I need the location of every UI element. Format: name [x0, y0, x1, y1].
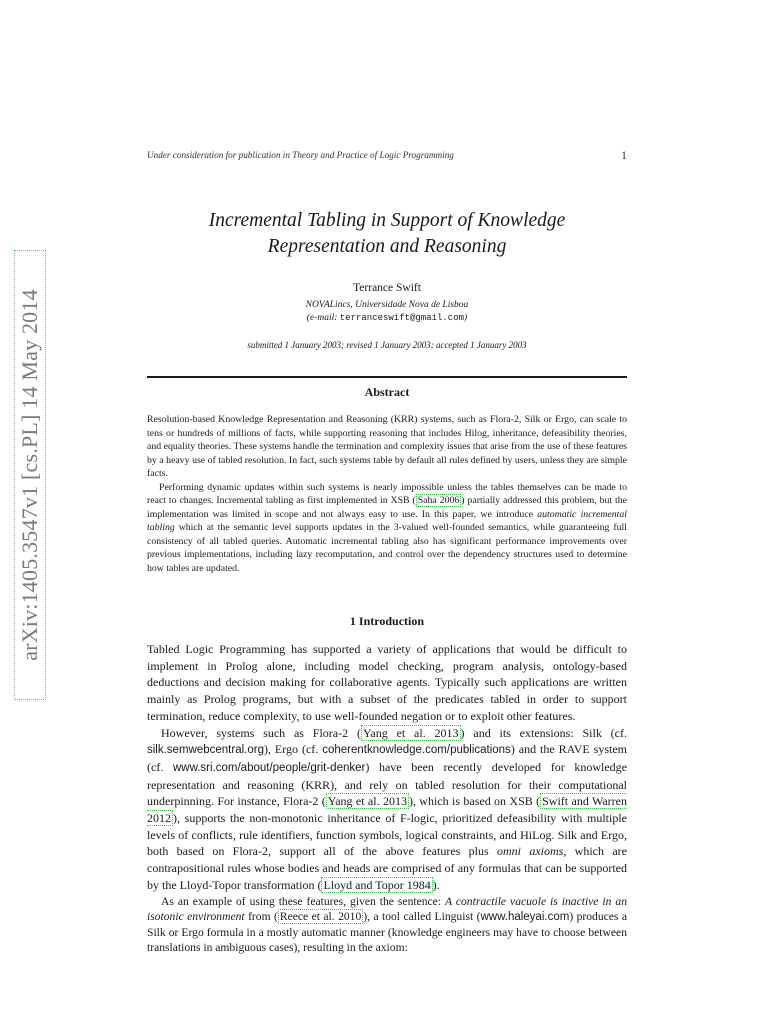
abstract-paragraph-2 [147, 481, 627, 576]
intro-paragraph-2 [147, 725, 627, 894]
submission-dates: submitted 1 January 2003; revised 1 January 2003; accepted 1 January 2003 [247, 340, 527, 350]
url-link[interactable]: www.sri.com/about/people/grit-denker [172, 761, 366, 774]
citation-link[interactable]: Saha 2006 [417, 495, 460, 506]
text-run: Performing dynamic updates within such systems is nearly impossible unless the tables themselves can be made to react to changes. Incremental tabling as first implemented in XSB ( [147, 481, 627, 506]
emphasis: automatic incremental tabling [147, 508, 628, 533]
text-run: ) have been recently developed for knowledge representation and reasoning (KRR), and rely on tabled resolution for their computational underpinning. For instance, Flora-2 ( [147, 759, 627, 809]
author-name: Terrance Swift [353, 282, 421, 294]
arxiv-stamp-text: arXiv:1405.3547v1 [cs.PL] 14 May 2014 [17, 289, 42, 661]
emphasis: omni axioms [497, 844, 564, 859]
url-link[interactable]: www.haleyai.com [480, 910, 570, 923]
text-run: As an example of using these features, given the sentence: [161, 894, 446, 908]
citation-link[interactable]: Lloyd and Topor 1984 [323, 877, 431, 892]
url-link[interactable]: silk.semwebcentral.org [147, 744, 264, 757]
introduction-body [147, 641, 627, 955]
text-run: ) and the RAVE system (cf. [147, 742, 627, 774]
title-line-2: Representation and Reasoning [267, 236, 507, 257]
running-head [147, 150, 627, 160]
email-address: terranceswift@gmail.com [339, 313, 465, 323]
email-suffix: ) [464, 313, 468, 323]
text-run: ), supports the non-monotonic inheritance of F-logic, prioritized defeasibility with multiple levels of conflicts, rule identifiers, function symbols, logical constraints, and HiLog. Silk and Ergo, both based on Flora-2, support all of the above features plus [147, 811, 627, 859]
title-line-1: Incremental Tabling in Support of Knowledge [208, 210, 566, 231]
citation-link[interactable]: Yang et al. 2013 [362, 725, 459, 740]
abstract-rule [147, 376, 627, 378]
intro-paragraph-1: Tabled Logic Programming has supported a variety of applications that would be difficult to implement in Prolog alone, including model checking, program analysis, ontology-based deductions and decision making for collaborative agents. Typically such applications are written mainly as Prolog programs, but with a subset of the predicates tabled in order to support termination, reduce complexity, to use well-founded negation or to exploit other features. [147, 642, 627, 723]
text-run: ), Ergo (cf. [263, 742, 323, 757]
text-run: , which are contrapositional rules whose bodies and heads are comprised of any formulas that can be supported by the Lloyd-Topor transformation ( [147, 844, 627, 892]
text-run: ), which is based on XSB ( [408, 794, 541, 809]
abstract-paragraph-1: Resolution-based Knowledge Representation and Reasoning (KRR) systems, such as Flora-2, Silk or Ergo, can scale to tens or hundreds of millions of facts, while supporting reasoning that includes Hilog, inheritance, defeasibility theories, and equality theories. These systems handle the termination and complexity issues that arise from the use of these features by a heavy use of tabled resolution. In fact, such systems table by default all rules defined by users, unless they are simple facts. [147, 414, 627, 479]
abstract-heading: Abstract [364, 385, 410, 399]
text-run: which at the semantic level supports updates in the 3-valued well-founded semantics, while guaranteeing full consistency of all tabled queries. Automatic incremental tabling also has significant performance improvements over previous implementations, including lazy recomputation, and control over the dependency structures used to determine how tables are updated. [147, 522, 627, 574]
paper-title [147, 208, 627, 260]
arxiv-stamp [14, 250, 46, 700]
running-head-text: Under consideration for publication in Theory and Practice of Logic Programming [147, 150, 454, 160]
email-prefix: (e-mail: [306, 313, 340, 323]
intro-paragraph-3 [147, 894, 627, 955]
text-run: from ( [244, 909, 278, 923]
email-line [147, 313, 627, 323]
citation-link[interactable]: Reece et al. 2010 [279, 909, 362, 923]
section-heading-introduction: 1 Introduction [349, 614, 425, 628]
text-run: ). [432, 877, 440, 892]
text-run: ) partially addressed this problem, but the implementation was limited in scope and not always easy to use. In this paper, we introduce [147, 495, 627, 520]
emphasis: A contractile vacuole is inactive in an isotonic environment [147, 894, 628, 923]
abstract [147, 413, 627, 575]
url-link[interactable]: coherentknowledge.com/publications [322, 744, 511, 757]
citation-link[interactable]: Swift and Warren 2012 [147, 794, 627, 826]
citation-link[interactable]: Yang et al. 2013 [327, 794, 407, 809]
text-run: ) produces a Silk or Ergo formula in a mostly automatic manner (knowledge engineers may have to choose between translations in ambiguous cases), resulting in the axiom: [147, 909, 627, 954]
text-run: ), a tool called Linguist ( [363, 909, 481, 923]
text-run: However, systems such as Flora-2 ( [161, 725, 361, 740]
text-run: ) and its extensions: Silk (cf. [460, 725, 627, 740]
page-number: 1 [621, 148, 627, 162]
affiliation: NOVALincs, Universidade Nova de Lisboa [305, 300, 469, 310]
